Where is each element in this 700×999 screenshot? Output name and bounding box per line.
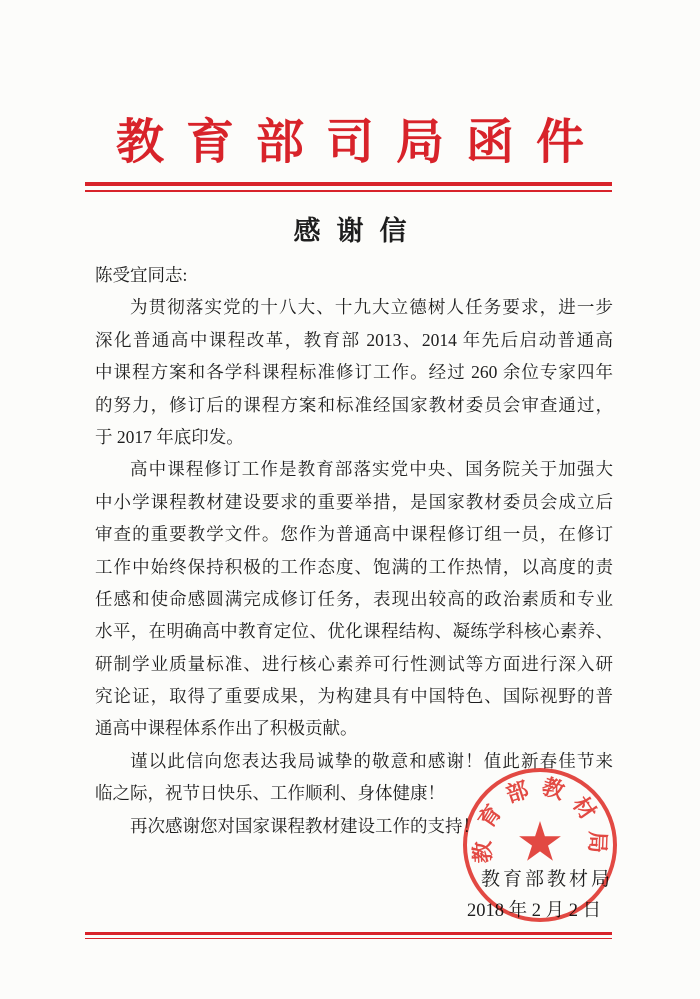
footer-rule-thick (85, 932, 612, 935)
paragraph-line: 临之际，祝节日快乐、工作顺利、身体健康！ (95, 783, 445, 804)
paragraph-line: 中课程方案和各学科课程标准修订工作。经过 260 余位专家四年 (95, 362, 613, 383)
paragraph-line: 研制学业质量标准、进行核心素养可行性测试等方面进行深入研 (95, 653, 613, 674)
letterhead-title: 教育部司局函件 (115, 114, 606, 170)
paragraph-line: 再次感谢您对国家课程教材建设工作的支持！ (130, 815, 480, 836)
paragraph-2 (95, 453, 613, 745)
paragraph-line: 深化普通高中课程改革，教育部 2013、2014 年先后启动普通高 (95, 329, 613, 350)
official-seal (460, 765, 620, 925)
paragraph-line: 究论证，取得了重要成果，为构建具有中国特色、国际视野的普 (95, 686, 613, 707)
paragraph-line: 水平，在明确高中教育定位、优化课程结构、凝练学科核心素养、 (95, 621, 613, 642)
paragraph-line: 通高中课程体系作出了积极贡献。 (95, 718, 358, 739)
letter-title: 感谢信 (293, 216, 423, 247)
signature: 教育部教材局 (481, 869, 614, 890)
letter-body (95, 259, 613, 842)
letterhead-rule-thin (85, 190, 612, 192)
paragraph-line: 高中课程修订工作是教育部落实党中央、国务院关于加强大 (130, 459, 613, 480)
paragraph-1 (95, 291, 613, 453)
paragraph-line: 中小学课程教材建设要求的重要举措，是国家教材委员会成立后 (95, 491, 613, 512)
paragraph-line: 于 2017 年底印发。 (95, 426, 244, 447)
paragraph-line: 任感和使命感圆满完成修订任务，表现出较高的政治素质和专业 (95, 588, 613, 609)
seal-text-path: 教育部教材局 (469, 773, 611, 864)
paragraph-line: 的努力，修订后的课程方案和标准经国家教材委员会审查通过， (95, 394, 613, 415)
footer-rule-thin (85, 938, 612, 939)
paragraph-line: 为贯彻落实党的十八大、十九大立德树人任务要求，进一步 (130, 297, 613, 318)
paragraph-line: 谨以此信向您表达我局诚挚的敬意和感谢！值此新春佳节来 (130, 750, 613, 771)
paragraph-line: 工作中始终保持积极的工作态度、饱满的工作热情，以高度的责 (95, 556, 613, 577)
paragraph-line: 审查的重要教学文件。您作为普通高中课程修订组一员，在修订 (95, 524, 613, 545)
letter-date: 2018 年 2 月 2 日 (467, 901, 602, 921)
salutation: 陈受宜同志: (95, 265, 188, 285)
star-icon (519, 821, 561, 861)
letterhead-rule-thick (85, 182, 612, 186)
